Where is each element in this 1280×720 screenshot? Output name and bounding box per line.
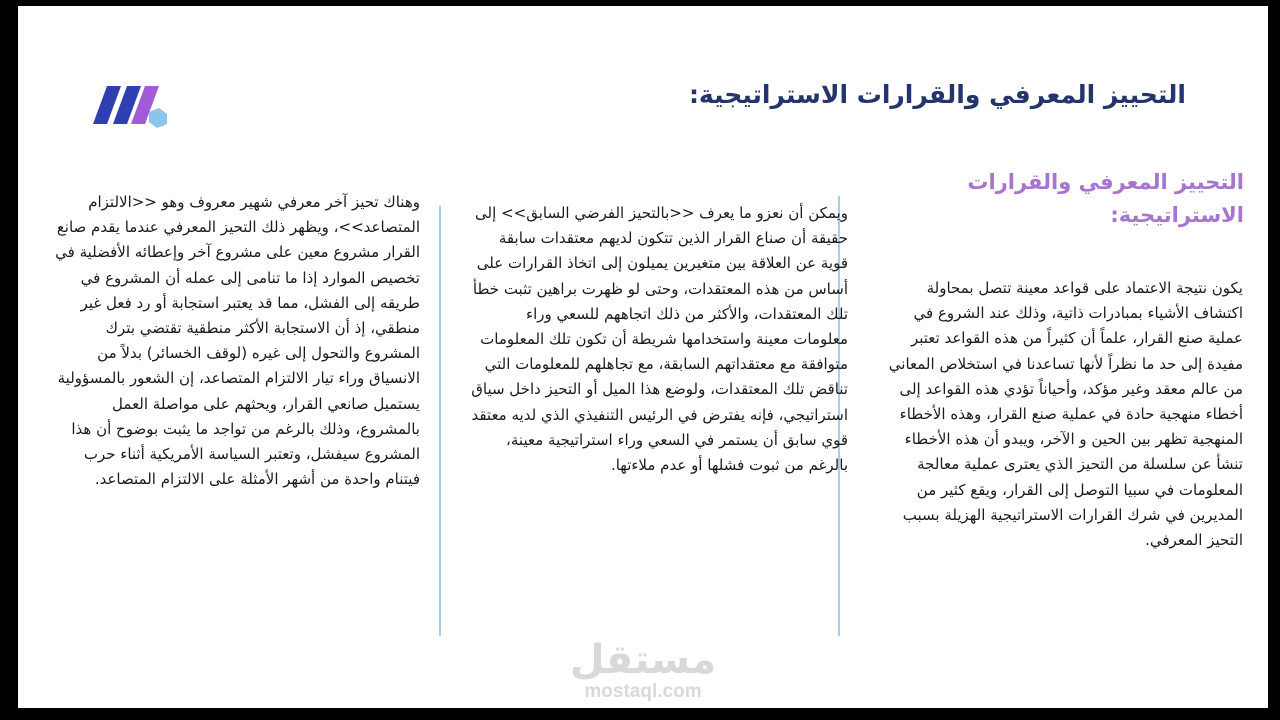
brand-logo-icon (93, 78, 173, 130)
slide (18, 6, 1268, 708)
section-subtitle: التحييز المعرفي والقرارات الاستراتيجية: (967, 170, 1244, 227)
page-title: التحييز المعرفي والقرارات الاستراتيجية: (688, 80, 1186, 109)
text-column-middle: ويمكن أن نعزو ما يعرف <<بالتحيز الفرضي السابق>> إلى حقيقة أن صناع القرار الذين تتكون لديهم معتقدات سابقة قوية عن العلاقة بين متغيرين يميلون إلى اتخاذ القرارات على أساس من هذه المعتقدات، وحتى لو ظهرت براهين تثبت خطأ تلك المعتقدات، والأكثر من ذلك اتجاههم للسعي وراء معلومات معينة واستخدامها شريطة أن تكون تلك المعلومات متوافقة مع معتقداتهم السابقة، مع تجاهلهم للمعلومات التي تناقض تلك المعتقدات، ولوضع هذا الميل أو التحيز داخل سياق استراتيجي، فإنه يفترض في الرئيس التنفيذي الذي لديه معتقد قوي سابق أن يستمر في السعي وراء استراتيجية معينة، بالرغم من ثبوت فشلها أو عدم ملاءتها. (471, 204, 848, 475)
column-divider (439, 206, 441, 636)
watermark (558, 638, 728, 702)
text-column-right: يكون نتيجة الاعتماد على قواعد معينة تتصل بمحاولة اكتشاف الأشياء بمبادرات ذاتية، وذلك عند الشروع في عملية صنع القرار، علماً أن كثيراً من هذه القواعد تعتبر مفيدة إلى حد ما نظراً لأنها تساعدنا في استخلاص المعاني من عالم معقد وغير مؤكد، وأحياناً تؤدي هذه القواعد إلى أخطاء منهجية حادة في عملية صنع القرار، وهذه الأخطاء المنهجية تظهر بين الحين و الآخر، ويبدو أن هذه الأخطاء تنشأ عن سلسلة من التحيز الذي يعترى عملية معالجة المعلومات في سبيا التوصل إلى القرار، ويقع كثير من المديرين في شرك القرارات الاستراتيجية الهزيلة بسبب التحيز المعرفي. (888, 279, 1243, 550)
text-column-left: وهناك تحيز آخر معرفي شهير معروف وهو <<الالتزام المتصاعد>>، ويظهر ذلك التحيز المعرفي عندما يقدم صانع القرار مشروع معين على مشروع آخر وإعطائه الأفضلية في تخصيص الموارد إذا ما تنامى إلى عمله أن المشروع في طريقه إلى الفشل، مما قد يعتبر استجابة أو رد فعل غير منطقي، إذ أن الاستجابة الأكثر منطقية تقتضي بترك المشروع والتحول إلى غيره (لوقف الخسائر) بدلاً من الانسياق وراء تيار الالتزام المتصاعد، إن الشعور بالمسؤولية يستميل صانعي القرار، ويحثهم على مواصلة العمل بالمشروع، وذلك بالرغم من تواجد ما يثبت بوضوح أن هذا المشروع سيفشل، وتعتبر السياسة الأمريكية أثناء حرب فيتنام واحدة من أشهر الأمثلة على الالتزام المتصاعد. (55, 193, 420, 489)
watermark-arabic: مستقل (569, 637, 717, 683)
watermark-latin: mostaql.com (584, 681, 702, 702)
